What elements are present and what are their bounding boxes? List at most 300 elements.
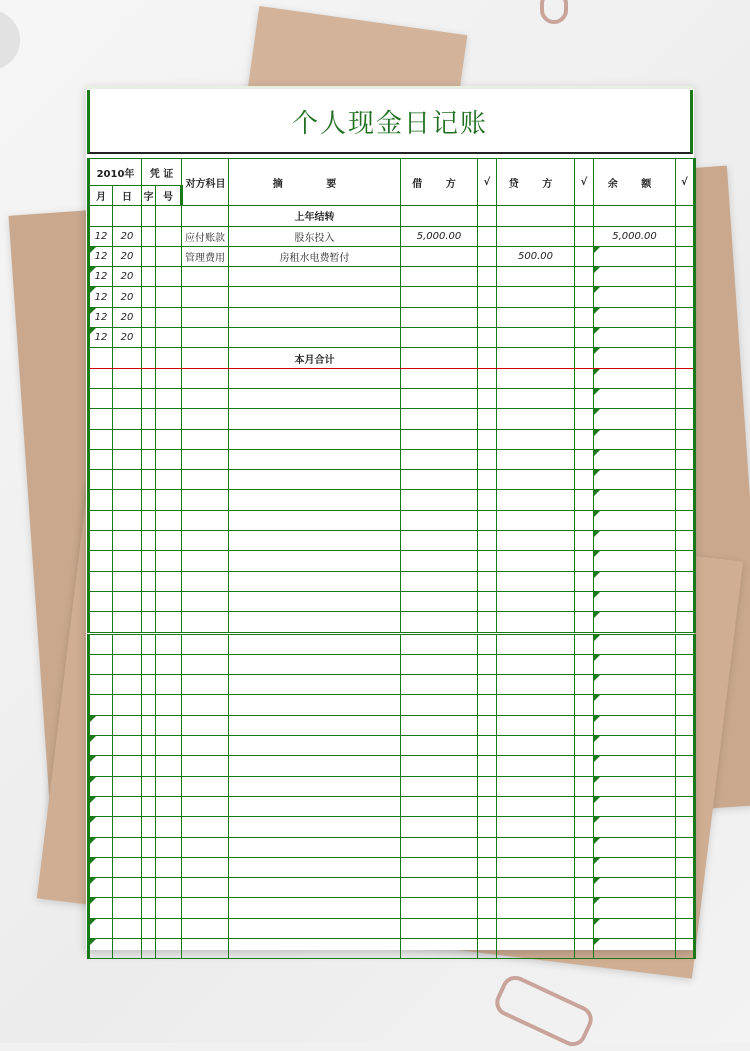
empty-cell[interactable] [575,938,594,958]
empty-cell[interactable] [142,736,156,756]
empty-cell[interactable] [575,857,594,877]
empty-cell[interactable] [676,551,695,571]
empty-cell[interactable] [676,470,695,490]
debit-cell[interactable] [401,267,478,287]
empty-cell[interactable] [142,551,156,571]
empty-cell[interactable] [113,695,142,715]
empty-cell[interactable] [89,817,113,837]
empty-cell[interactable] [89,633,113,654]
empty-cell[interactable] [182,817,229,837]
empty-cell[interactable] [401,837,478,857]
empty-cell[interactable] [478,490,497,510]
empty-cell[interactable] [478,510,497,530]
empty-cell[interactable] [497,531,575,551]
empty-cell[interactable] [142,878,156,898]
empty-cell[interactable] [594,715,676,735]
empty-cell[interactable] [113,612,142,633]
empty-cell[interactable] [229,633,401,654]
empty-cell[interactable] [229,857,401,877]
empty-cell[interactable] [497,388,575,408]
empty-cell[interactable] [478,531,497,551]
empty-cell[interactable] [113,409,142,429]
empty-cell[interactable] [478,938,497,958]
empty-cell[interactable] [676,796,695,816]
balance-check-cell[interactable] [676,226,695,246]
empty-cell[interactable] [182,695,229,715]
empty-cell[interactable] [575,591,594,611]
empty-cell[interactable] [229,510,401,530]
empty-cell[interactable] [229,878,401,898]
empty-cell[interactable] [497,796,575,816]
empty-cell[interactable] [575,633,594,654]
empty-cell[interactable] [497,918,575,938]
empty-cell[interactable] [156,591,182,611]
empty-cell[interactable] [229,715,401,735]
empty-cell[interactable] [594,470,676,490]
number-cell[interactable] [156,226,182,246]
empty-cell[interactable] [401,551,478,571]
empty-cell[interactable] [182,388,229,408]
empty-cell[interactable] [676,695,695,715]
empty-cell[interactable] [594,612,676,633]
empty-cell[interactable] [676,510,695,530]
balance-check-cell[interactable] [676,328,695,348]
empty-cell[interactable] [594,571,676,591]
empty-cell[interactable] [182,490,229,510]
empty-cell[interactable] [113,449,142,469]
empty-cell[interactable] [89,470,113,490]
debit-check-cell[interactable] [478,246,497,266]
empty-cell[interactable] [229,918,401,938]
empty-cell[interactable] [89,918,113,938]
empty-cell[interactable] [497,736,575,756]
empty-cell[interactable] [229,695,401,715]
empty-cell[interactable] [113,898,142,918]
empty-cell[interactable] [497,837,575,857]
empty-cell[interactable] [156,388,182,408]
empty-cell[interactable] [142,633,156,654]
credit-cell[interactable] [497,328,575,348]
empty-cell[interactable] [142,571,156,591]
empty-cell[interactable] [113,368,142,388]
empty-cell[interactable] [113,510,142,530]
empty-cell[interactable] [89,429,113,449]
empty-cell[interactable] [575,898,594,918]
empty-cell[interactable] [676,898,695,918]
credit-cell[interactable] [497,226,575,246]
empty-cell[interactable] [676,817,695,837]
empty-cell[interactable] [89,715,113,735]
empty-cell[interactable] [594,898,676,918]
empty-cell[interactable] [142,490,156,510]
empty-cell[interactable] [113,531,142,551]
empty-cell[interactable] [676,736,695,756]
word-cell[interactable] [142,287,156,307]
empty-cell[interactable] [142,675,156,695]
empty-cell[interactable] [229,796,401,816]
empty-cell[interactable] [478,388,497,408]
empty-cell[interactable] [401,938,478,958]
empty-cell[interactable] [676,918,695,938]
empty-cell[interactable] [594,510,676,530]
empty-cell[interactable] [497,715,575,735]
credit-cell[interactable]: 500.00 [497,246,575,266]
empty-cell[interactable] [575,409,594,429]
empty-cell[interactable] [142,409,156,429]
debit-cell[interactable] [401,246,478,266]
empty-cell[interactable] [676,612,695,633]
empty-cell[interactable] [676,388,695,408]
empty-cell[interactable] [497,551,575,571]
empty-cell[interactable] [229,898,401,918]
empty-cell[interactable] [401,898,478,918]
empty-cell[interactable] [113,918,142,938]
empty-cell[interactable] [575,776,594,796]
balance-cell[interactable]: 5,000.00 [594,226,676,246]
summary-cell[interactable] [229,328,401,348]
empty-cell[interactable] [182,898,229,918]
empty-cell[interactable] [478,348,497,368]
empty-cell[interactable] [497,654,575,674]
empty-cell[interactable] [142,695,156,715]
empty-cell[interactable] [156,551,182,571]
empty-cell[interactable] [401,409,478,429]
empty-cell[interactable] [401,857,478,877]
empty-cell[interactable] [497,756,575,776]
empty-cell[interactable] [182,531,229,551]
empty-cell[interactable] [142,510,156,530]
day-cell[interactable]: 20 [113,328,142,348]
empty-cell[interactable] [156,837,182,857]
empty-cell[interactable] [229,776,401,796]
empty-cell[interactable] [142,368,156,388]
empty-cell[interactable] [575,449,594,469]
empty-cell[interactable] [575,429,594,449]
empty-cell[interactable] [142,857,156,877]
empty-cell[interactable] [497,348,575,368]
empty-cell[interactable] [594,878,676,898]
empty-cell[interactable] [575,470,594,490]
empty-cell[interactable] [575,551,594,571]
empty-cell[interactable] [594,837,676,857]
debit-cell[interactable] [401,287,478,307]
empty-cell[interactable] [142,715,156,735]
empty-cell[interactable] [594,551,676,571]
empty-cell[interactable] [229,837,401,857]
empty-cell[interactable] [182,654,229,674]
day-cell[interactable]: 20 [113,226,142,246]
empty-cell[interactable] [401,368,478,388]
empty-cell[interactable] [156,938,182,958]
empty-cell[interactable] [182,857,229,877]
empty-cell[interactable] [594,449,676,469]
empty-cell[interactable] [594,591,676,611]
empty-cell[interactable] [182,348,229,368]
summary-cell[interactable] [229,267,401,287]
empty-cell[interactable] [478,409,497,429]
empty-cell[interactable] [594,938,676,958]
empty-cell[interactable] [575,612,594,633]
empty-cell[interactable] [497,633,575,654]
empty-cell[interactable] [676,837,695,857]
empty-cell[interactable] [156,633,182,654]
empty-cell[interactable] [401,429,478,449]
empty-cell[interactable] [89,654,113,674]
debit-check-cell[interactable] [478,307,497,327]
day-cell[interactable]: 20 [113,307,142,327]
empty-cell[interactable] [676,449,695,469]
account-cell[interactable] [182,287,229,307]
empty-cell[interactable] [676,878,695,898]
balance-cell[interactable] [594,287,676,307]
empty-cell[interactable] [113,470,142,490]
empty-cell[interactable] [478,857,497,877]
empty-cell[interactable] [89,776,113,796]
credit-check-cell[interactable] [575,328,594,348]
empty-cell[interactable] [142,449,156,469]
day-cell[interactable]: 20 [113,246,142,266]
summary-cell[interactable]: 股东投入 [229,226,401,246]
empty-cell[interactable] [676,409,695,429]
empty-cell[interactable] [594,388,676,408]
empty-cell[interactable] [478,715,497,735]
empty-cell[interactable] [478,695,497,715]
empty-cell[interactable] [229,938,401,958]
empty-cell[interactable] [497,449,575,469]
empty-cell[interactable] [594,490,676,510]
empty-cell[interactable] [113,348,142,368]
empty-cell[interactable] [229,429,401,449]
empty-cell[interactable] [156,409,182,429]
empty-cell[interactable] [182,449,229,469]
empty-cell[interactable] [401,531,478,551]
empty-cell[interactable] [89,348,113,368]
empty-cell[interactable] [89,938,113,958]
empty-cell[interactable] [594,531,676,551]
empty-cell[interactable] [229,470,401,490]
empty-cell[interactable] [229,551,401,571]
empty-cell[interactable] [478,736,497,756]
empty-cell[interactable] [89,591,113,611]
empty-cell[interactable] [594,368,676,388]
empty-cell[interactable] [156,817,182,837]
empty-cell[interactable] [478,918,497,938]
empty-cell[interactable] [113,857,142,877]
empty-cell[interactable] [575,695,594,715]
empty-cell[interactable] [497,898,575,918]
empty-cell[interactable] [676,531,695,551]
empty-cell[interactable] [497,878,575,898]
empty-cell[interactable] [497,817,575,837]
empty-cell[interactable] [142,654,156,674]
empty-cell[interactable] [142,898,156,918]
empty-cell[interactable] [89,388,113,408]
empty-cell[interactable] [182,878,229,898]
empty-cell[interactable] [676,348,695,368]
empty-cell[interactable] [142,612,156,633]
empty-cell[interactable] [182,510,229,530]
empty-cell[interactable] [89,756,113,776]
empty-cell[interactable] [401,633,478,654]
empty-cell[interactable] [478,756,497,776]
debit-check-cell[interactable] [478,267,497,287]
number-cell[interactable] [156,267,182,287]
empty-cell[interactable] [575,531,594,551]
day-cell[interactable]: 20 [113,267,142,287]
empty-cell[interactable] [575,817,594,837]
empty-cell[interactable] [478,796,497,816]
empty-cell[interactable] [113,878,142,898]
empty-cell[interactable] [497,368,575,388]
empty-cell[interactable] [156,878,182,898]
empty-cell[interactable] [156,918,182,938]
empty-cell[interactable] [142,470,156,490]
empty-cell[interactable] [401,490,478,510]
empty-cell[interactable] [156,796,182,816]
empty-cell[interactable] [478,878,497,898]
empty-cell[interactable] [113,776,142,796]
number-cell[interactable] [156,307,182,327]
empty-cell[interactable] [497,675,575,695]
empty-cell[interactable] [229,675,401,695]
empty-cell[interactable] [142,776,156,796]
empty-cell[interactable] [575,348,594,368]
empty-cell[interactable] [89,551,113,571]
empty-cell[interactable] [594,776,676,796]
empty-cell[interactable] [142,429,156,449]
empty-cell[interactable] [575,837,594,857]
empty-cell[interactable] [401,756,478,776]
balance-check-cell[interactable] [676,267,695,287]
empty-cell[interactable] [594,348,676,368]
empty-cell[interactable] [478,449,497,469]
empty-cell[interactable] [113,938,142,958]
empty-cell[interactable] [594,817,676,837]
empty-cell[interactable] [478,776,497,796]
empty-cell[interactable] [89,695,113,715]
credit-cell[interactable] [497,267,575,287]
empty-cell[interactable] [594,918,676,938]
day-cell[interactable]: 20 [113,287,142,307]
word-cell[interactable] [142,267,156,287]
empty-cell[interactable] [497,857,575,877]
empty-cell[interactable] [182,736,229,756]
empty-cell[interactable] [113,837,142,857]
empty-cell[interactable] [156,531,182,551]
empty-cell[interactable] [182,715,229,735]
empty-cell[interactable] [575,756,594,776]
empty-cell[interactable] [478,571,497,591]
balance-check-cell[interactable] [676,287,695,307]
empty-cell[interactable] [142,531,156,551]
empty-cell[interactable] [182,756,229,776]
empty-cell[interactable] [113,675,142,695]
empty-cell[interactable] [89,571,113,591]
debit-cell[interactable] [401,307,478,327]
empty-cell[interactable] [401,776,478,796]
empty-cell[interactable] [89,736,113,756]
number-cell[interactable] [156,287,182,307]
empty-cell[interactable] [401,654,478,674]
credit-cell[interactable] [497,307,575,327]
empty-cell[interactable] [113,654,142,674]
empty-cell[interactable] [401,675,478,695]
balance-cell[interactable] [594,307,676,327]
empty-cell[interactable] [229,409,401,429]
empty-cell[interactable] [182,675,229,695]
empty-cell[interactable] [156,429,182,449]
empty-cell[interactable] [401,470,478,490]
empty-cell[interactable] [89,449,113,469]
empty-cell[interactable] [497,776,575,796]
credit-check-cell[interactable] [575,267,594,287]
empty-cell[interactable] [575,796,594,816]
empty-cell[interactable] [676,571,695,591]
empty-cell[interactable] [182,837,229,857]
month-cell[interactable]: 12 [89,307,113,327]
empty-cell[interactable] [156,715,182,735]
empty-cell[interactable] [575,368,594,388]
account-cell[interactable] [182,307,229,327]
empty-cell[interactable] [182,776,229,796]
empty-cell[interactable] [594,736,676,756]
summary-cell[interactable]: 房租水电费暂付 [229,246,401,266]
empty-cell[interactable] [575,675,594,695]
empty-cell[interactable] [676,756,695,776]
empty-cell[interactable] [676,429,695,449]
credit-check-cell[interactable] [575,287,594,307]
number-cell[interactable] [156,328,182,348]
empty-cell[interactable] [89,796,113,816]
empty-cell[interactable] [142,348,156,368]
empty-cell[interactable] [142,388,156,408]
empty-cell[interactable] [478,654,497,674]
empty-cell[interactable] [89,857,113,877]
debit-check-cell[interactable] [478,226,497,246]
summary-cell[interactable] [229,287,401,307]
empty-cell[interactable] [182,429,229,449]
month-cell[interactable]: 12 [89,246,113,266]
empty-cell[interactable] [156,736,182,756]
empty-cell[interactable] [676,938,695,958]
empty-cell[interactable] [89,898,113,918]
empty-cell[interactable] [229,368,401,388]
balance-cell[interactable] [594,267,676,287]
empty-cell[interactable] [156,449,182,469]
empty-cell[interactable] [156,756,182,776]
empty-cell[interactable] [156,571,182,591]
empty-cell[interactable] [113,736,142,756]
empty-cell[interactable] [113,796,142,816]
empty-cell[interactable] [497,470,575,490]
empty-cell[interactable] [229,449,401,469]
debit-cell[interactable]: 5,000.00 [401,226,478,246]
empty-cell[interactable] [89,490,113,510]
empty-cell[interactable] [229,817,401,837]
empty-cell[interactable] [401,348,478,368]
empty-cell[interactable] [497,612,575,633]
empty-cell[interactable] [156,348,182,368]
empty-cell[interactable] [676,776,695,796]
empty-cell[interactable] [478,675,497,695]
empty-cell[interactable] [156,776,182,796]
empty-cell[interactable] [156,654,182,674]
empty-cell[interactable] [182,409,229,429]
empty-cell[interactable] [575,510,594,530]
empty-cell[interactable] [594,857,676,877]
empty-cell[interactable] [594,633,676,654]
empty-cell[interactable] [182,470,229,490]
